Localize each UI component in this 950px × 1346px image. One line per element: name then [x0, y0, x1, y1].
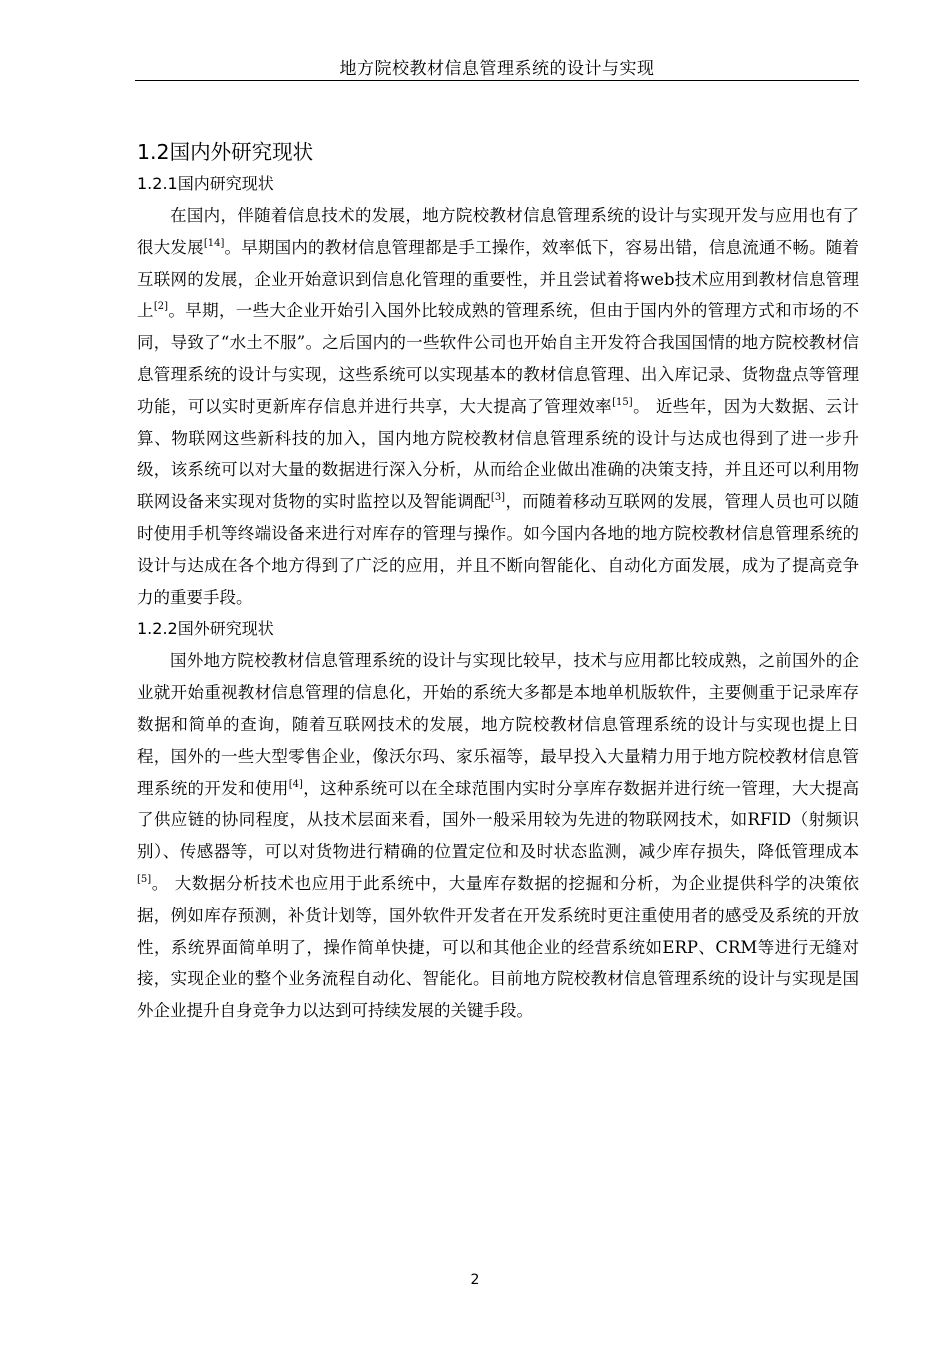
section-title: 国内外研究现状 — [169, 140, 314, 164]
text-run: 。 大数据分析技术也应用于此系统中，大量库存数据的挖掘和分析，为企业提供科学的决策依据，例如库存预测，补货计划等，国外软件开发者在开发系统时更注重使用者的感受及系统的开放性，系统界面简单明了，操作简单快捷，可以和其他企业的经营系统如ERP、CRM等进行无缝对接，实现企业的整个业务流程自动化、智能化。目前地方院校教材信息管理系统的设计与实现是国外企业提升自身竞争力以达到可持续发展的关键手段。 — [137, 873, 859, 1021]
section-number: 1.2 — [137, 140, 170, 164]
text-run: ，而随着移动互联网的发展，管理人员也可以随时使用手机等终端设备来进行对库存的管理与操作。如今国内各地的地方院校教材信息管理系统的设计与达成在各个地方得到了广泛的应用，并且不断向智能化、自动化方面发展，成为了提高竞争力的重要手段。 — [137, 492, 860, 607]
text-run: 。早期，一些大企业开始引入国外比较成熟的管理系统，但由于国内外的管理方式和市场的不同，导致了“水土不服”。之后国内的一些软件公司也开始自主开发符合我国国情的地方院校教材信息管理系统的设计与实现，这些系统可以实现基本的教材信息管理、出入库记录、货物盘点等管理功能，可以实时更新库存信息并进行共享，大大提高了管理效率 — [137, 301, 860, 416]
section-heading — [137, 136, 859, 168]
subsection-number: 1.2.2 — [137, 619, 178, 639]
text-run: ，这种系统可以在全球范围内实时分享库存数据并进行统一管理，大大提高了供应链的协同程度，从技术层面来看，国外一般采用较为先进的物联网技术，如RFID（射频识别）、传感器等，可以对货物进行精确的位置定位和及时状态监测，减少库存损失，降低管理成本 — [137, 778, 860, 862]
subsection-heading-foreign — [137, 613, 859, 645]
citation: [15] — [612, 396, 633, 408]
paragraph-foreign — [137, 645, 859, 1027]
citation: [3] — [490, 492, 506, 504]
citation: [2] — [153, 301, 169, 313]
document-body — [137, 136, 859, 1027]
page-number: 2 — [470, 1272, 480, 1288]
citation: [4] — [288, 778, 303, 790]
text-run: 在国内，伴随着信息技术的发展，地方院校教材信息管理系统的设计与实现开发与应用也有了很大发展 — [137, 206, 859, 257]
citation: [5] — [137, 873, 152, 885]
subsection-heading-domestic — [137, 168, 859, 200]
subsection-title: 国外研究现状 — [177, 619, 274, 639]
page-header-title: 地方院校教材信息管理系统的设计与实现 — [339, 59, 655, 79]
citation: [14] — [203, 237, 225, 249]
subsection-title: 国内研究现状 — [177, 174, 274, 193]
text-run: 。早期国内的教材信息管理都是手工操作，效率低下，容易出错，信息流通不畅。随着互联网的发展，企业开始意识到信息化管理的重要性，并且尝试着将web技术应用到教材信息管理上 — [137, 237, 860, 321]
text-run: 国外地方院校教材信息管理系统的设计与实现比较早，技术与应用都比较成熟，之前国外的企业就开始重视教材信息管理的信息化，开始的系统大多都是本地单机版软件，主要侧重于记录库存数据和简单的查询，随着互联网技术的发展，地方院校教材信息管理系统的设计与实现也提上日程，国外的一些大型零售企业，像沃尔玛、家乐福等，最早投入大量精力用于地方院校教材信息管理系统的开发和使用 — [137, 651, 859, 798]
subsection-number: 1.2.1 — [137, 174, 178, 193]
header-divider — [135, 80, 859, 81]
text-run: 。 近些年，因为大数据、云计算、物联网这些新科技的加入，国内地方院校教材信息管理系统的设计与达成也得到了进一步升级，该系统可以对大量的数据进行深入分析，从而给企业做出准确的决策支持，并且还可以利用物联网设备来实现对货物的实时监控以及智能调配 — [137, 396, 860, 512]
paragraph-domestic — [137, 200, 859, 613]
